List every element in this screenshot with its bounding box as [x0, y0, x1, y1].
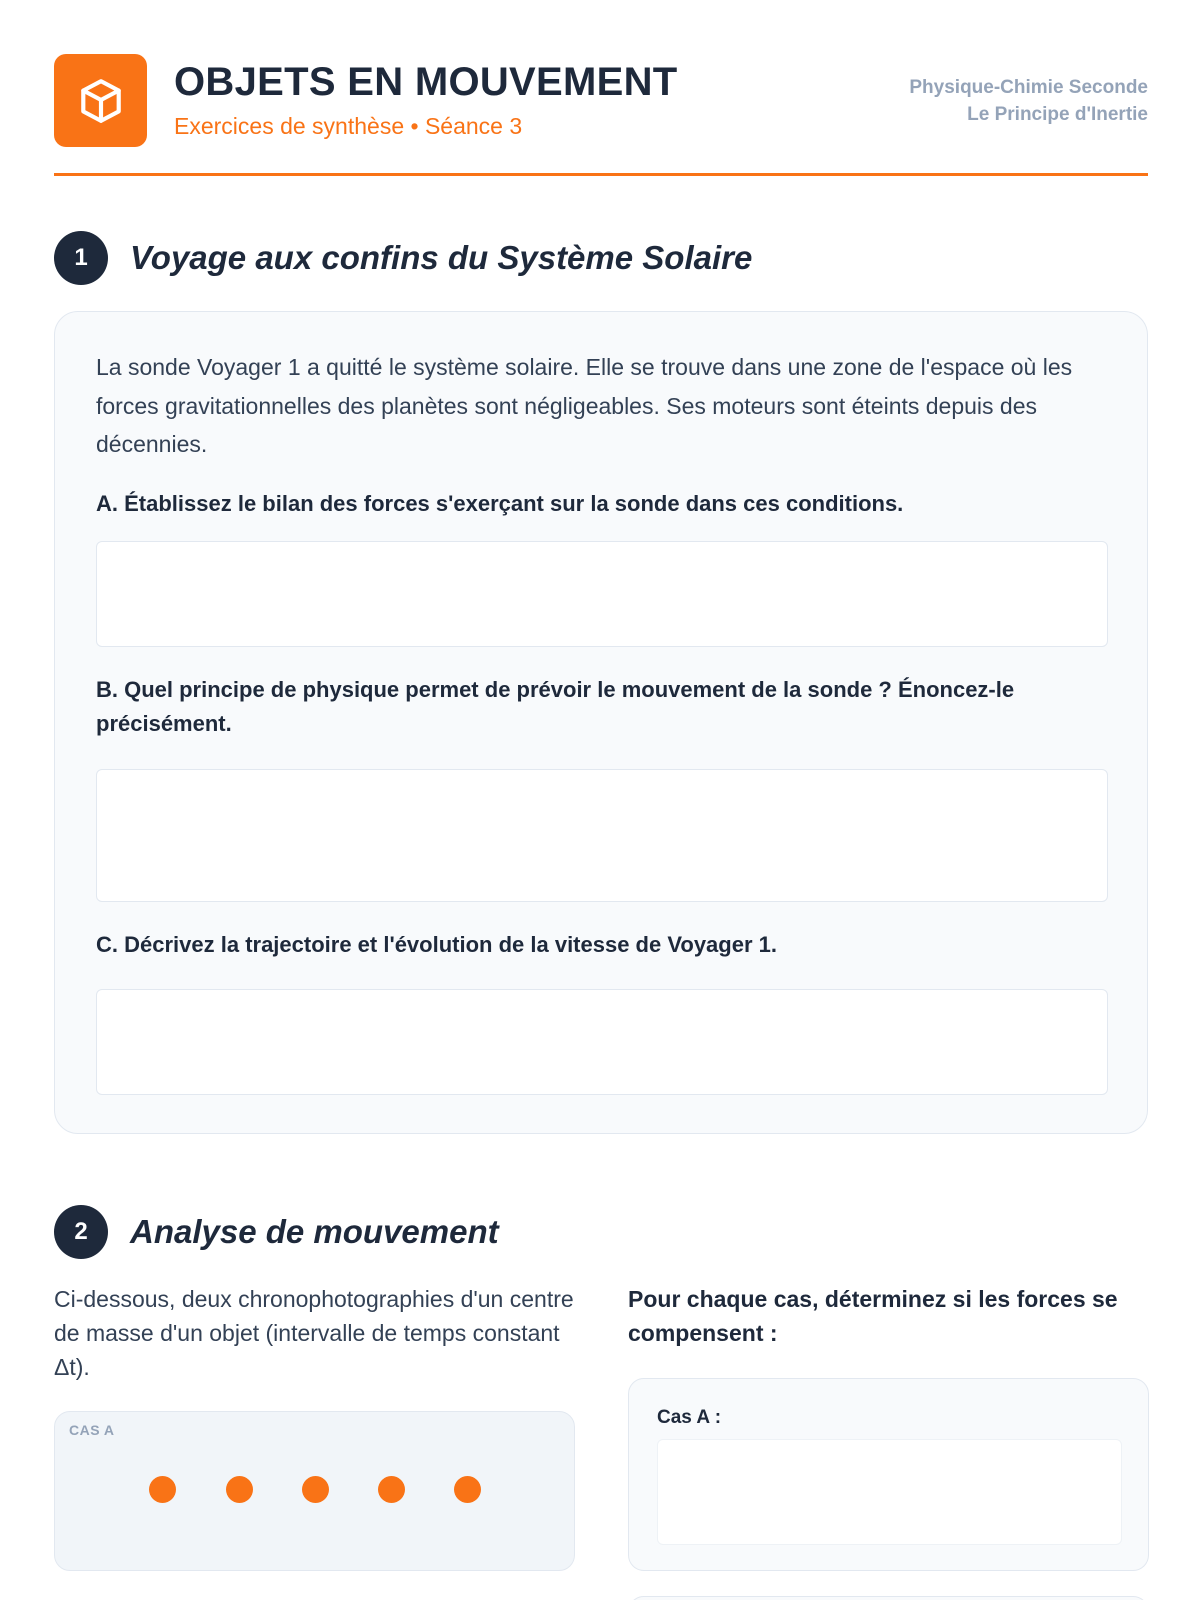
- section-number: 1: [54, 231, 108, 285]
- page-title: OBJETS EN MOUVEMENT: [174, 60, 678, 104]
- chapter-name: Le Principe d'Inertie: [967, 104, 1148, 125]
- position-point: [149, 1476, 176, 1503]
- exercise-intro: La sonde Voyager 1 a quitté le système solaire. Elle se trouve dans une zone de l'espace où les forces gravitationnelles des planètes sont négligeables. Ses moteurs sont éteints depuis des décennies.: [96, 354, 1073, 457]
- case-b-answer-card: [628, 1596, 1149, 1600]
- page-header: [54, 54, 1148, 176]
- course-info: [909, 74, 1148, 128]
- case-a-answer-label: Cas A :: [657, 1407, 722, 1428]
- question-b: B. Quel principe de physique permet de prévoir le mouvement de la sonde ? Énoncez-le précisément.: [96, 677, 1015, 736]
- position-point: [378, 1476, 405, 1503]
- page-subtitle: Exercices de synthèse • Séance 3: [174, 113, 523, 139]
- question-a: A. Établissez le bilan des forces s'exerçant sur la sonde dans ces conditions.: [96, 491, 904, 516]
- case-a-label: CAS A: [69, 1422, 115, 1438]
- forces-instruction: Pour chaque cas, déterminez si les forces se compensent :: [628, 1286, 1118, 1346]
- case-a-answer-card: [628, 1378, 1149, 1571]
- position-point: [226, 1476, 253, 1503]
- answer-box-b[interactable]: [96, 769, 1108, 902]
- course-name: Physique-Chimie Seconde: [909, 77, 1148, 98]
- position-point: [454, 1476, 481, 1503]
- position-point: [302, 1476, 329, 1503]
- answer-box-a[interactable]: [96, 541, 1108, 647]
- chronophotography-description: Ci-dessous, deux chronophotographies d'un centre de masse d'un objet (intervalle de temps constant Δt).: [54, 1286, 574, 1380]
- exercise-1-card: [54, 311, 1148, 1134]
- chronophotography-case-a: [54, 1411, 575, 1571]
- section-title: Analyse de mouvement: [130, 1213, 499, 1250]
- logo: [54, 54, 147, 147]
- section-number: 2: [54, 1205, 108, 1259]
- section-title: Voyage aux confins du Système Solaire: [130, 239, 753, 276]
- case-a-answer-box[interactable]: [657, 1439, 1122, 1545]
- question-c: C. Décrivez la trajectoire et l'évolution de la vitesse de Voyager 1.: [96, 932, 777, 957]
- section-2-heading: [54, 1205, 499, 1259]
- cube-icon: [76, 76, 126, 126]
- section-1-heading: [54, 231, 752, 285]
- answer-box-c[interactable]: [96, 989, 1108, 1095]
